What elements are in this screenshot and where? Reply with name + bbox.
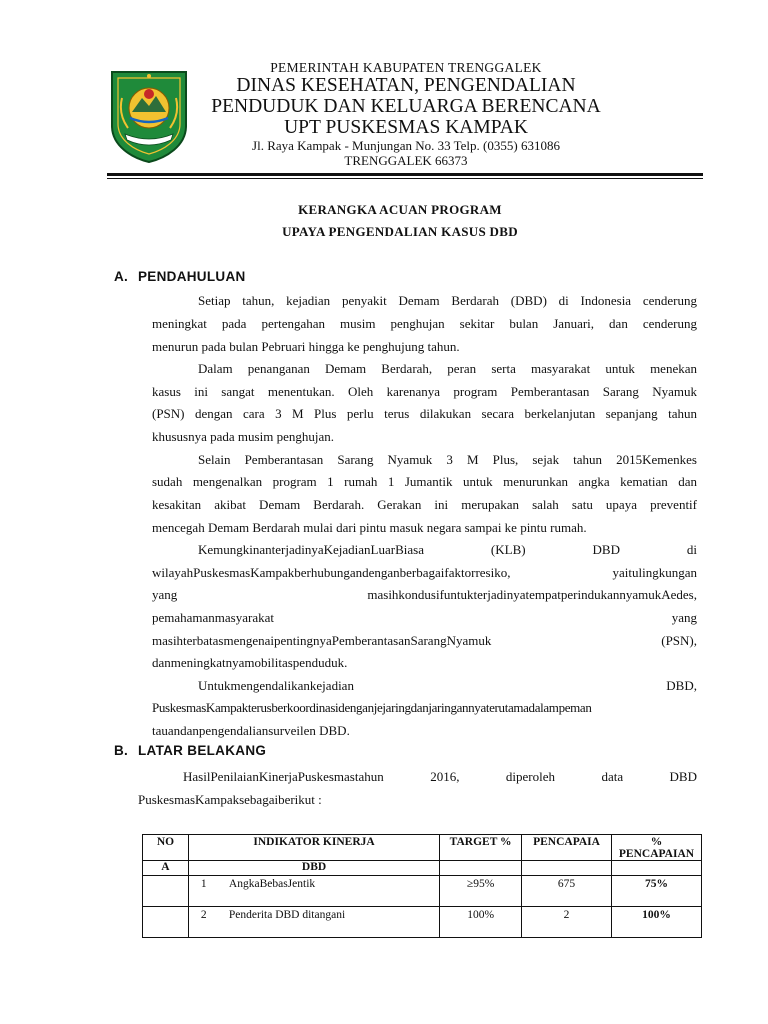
table-header-row: [143, 835, 702, 861]
paragraph-line: khususnya pada musim penghujan.: [152, 429, 334, 444]
column-header-percent: % PENCAPAIAN: [611, 835, 701, 861]
letterhead-divider-thick: [107, 173, 703, 176]
table-row: [143, 907, 702, 938]
column-header-no: NO: [143, 835, 189, 861]
indicator-cell: [188, 907, 439, 938]
paragraph-line: (PSN) dengan cara 3 M Plus perlu terus dilakukan secara berkelanjutan sepanjang tahun: [152, 406, 697, 421]
paragraph-line: PuskesmasKampaksebagaiberikut :: [138, 792, 322, 807]
section-b-heading: [114, 743, 266, 758]
indicator-cell: [188, 876, 439, 907]
column-header-achievement: PENCAPAIA: [522, 835, 612, 861]
table-group-row: [143, 861, 702, 876]
paragraph-line: Dalam penanganan Demam Berdarah, peran serta masyarakat untuk menekan: [198, 361, 697, 376]
percent-cell: 100%: [611, 907, 701, 938]
document-title: KERANGKA ACUAN PROGRAM: [298, 202, 502, 217]
agency-name-line-3: UPT PUSKESMAS KAMPAK: [284, 117, 528, 138]
section-a-letter: A.: [114, 269, 129, 284]
government-name: PEMERINTAH KABUPATEN TRENGGALEK: [270, 60, 542, 75]
empty-cell: [440, 861, 522, 876]
document-subtitle: UPAYA PENGENDALIAN KASUS DBD: [282, 224, 518, 239]
indicator-name: AngkaBebasJentik: [228, 878, 316, 890]
row-number: 2: [200, 909, 207, 921]
paragraph-line: menurun pada bulan Pebruari hingga ke penghujung tahun.: [152, 339, 460, 354]
paragraph-line: PuskesmasKampakterusberkoordinasidenganjejaringdanjaringannyaterutamadalampeman: [152, 700, 592, 715]
paragraph-line: wilayahPuskesmasKampakberhubungandenganberbagaifaktorresiko, yaitulingkungan: [152, 565, 697, 580]
achievement-cell: 2: [522, 907, 612, 938]
empty-cell: [143, 907, 189, 938]
performance-indicator-table: [142, 834, 702, 938]
paragraph-line: kesakitan akibat Demam Berdarah. Gerakan ini merupakan salah satu upaya preventif: [152, 497, 697, 512]
column-header-indicator: INDIKATOR KINERJA: [188, 835, 439, 861]
paragraph-line: danmeningkatnyamobilitaspenduduk.: [152, 655, 348, 670]
group-name: DBD: [188, 861, 439, 876]
paragraph-line: Selain Pemberantasan Sarang Nyamuk 3 M Plus, sejak tahun 2015Kemenkes: [198, 452, 697, 467]
section-a-heading: [114, 269, 246, 284]
paragraph-line: masihterbatasmengenaipentingnyaPemberantasanSarangNyamuk (PSN),: [152, 633, 697, 648]
group-letter: A: [143, 861, 189, 876]
target-cell: 100%: [440, 907, 522, 938]
paragraph-line: Untukmengendalikankejadian DBD,: [198, 678, 697, 693]
indicator-name: Penderita DBD ditangani: [228, 909, 346, 921]
agency-name-line-2: PENDUDUK DAN KELUARGA BERENCANA: [211, 96, 601, 117]
paragraph-line: KemungkinanterjadinyaKejadianLuarBiasa (KLB) DBD di: [198, 542, 697, 557]
percent-cell: 75%: [611, 876, 701, 907]
paragraph-line: yang masihkondusifuntukterjadinyatempatperindukannyamukAedes,: [152, 587, 697, 602]
column-header-target: TARGET %: [440, 835, 522, 861]
table-row: [143, 876, 702, 907]
letterhead-divider-thin: [107, 178, 703, 179]
agency-city: TRENGGALEK 66373: [344, 153, 468, 168]
section-a-title: PENDAHULUAN: [138, 269, 246, 284]
paragraph-line: sudah mengenalkan program 1 rumah 1 Jumantik untuk menurunkan angka kematian dan: [152, 474, 697, 489]
section-b-title: LATAR BELAKANG: [138, 743, 267, 758]
paragraph-line: HasilPenilaianKinerjaPuskesmastahun 2016, diperoleh data DBD: [183, 769, 697, 784]
agency-address: Jl. Raya Kampak - Munjungan No. 33 Telp. (0355) 631086: [252, 138, 560, 153]
empty-cell: [143, 876, 189, 907]
paragraph-line: kasus ini sangat menentukan. Oleh karenanya program Pemberantasan Sarang Nyamuk: [152, 384, 697, 399]
paragraph-line: Setiap tahun, kejadian penyakit Demam Berdarah (DBD) di Indonesia cenderung: [198, 293, 697, 308]
paragraph-line: meningkat pada pertengahan musim penghujan sekitar bulan Januari, dan cenderung: [152, 316, 697, 331]
regency-emblem-logo: [108, 68, 190, 164]
empty-cell: [611, 861, 701, 876]
achievement-cell: 675: [522, 876, 612, 907]
section-b-letter: B.: [114, 743, 129, 758]
target-cell: ≥95%: [440, 876, 522, 907]
paragraph-line: pemahamanmasyarakat yang: [152, 610, 697, 625]
paragraph-line: tauandanpengendaliansurveilen DBD.: [152, 723, 350, 738]
agency-name-line-1: DINAS KESEHATAN, PENGENDALIAN: [236, 75, 576, 96]
row-number: 1: [200, 878, 207, 890]
empty-cell: [522, 861, 612, 876]
paragraph-line: mencegah Demam Berdarah mulai dari pintu masuk negara sampai ke pintu rumah.: [152, 520, 587, 535]
